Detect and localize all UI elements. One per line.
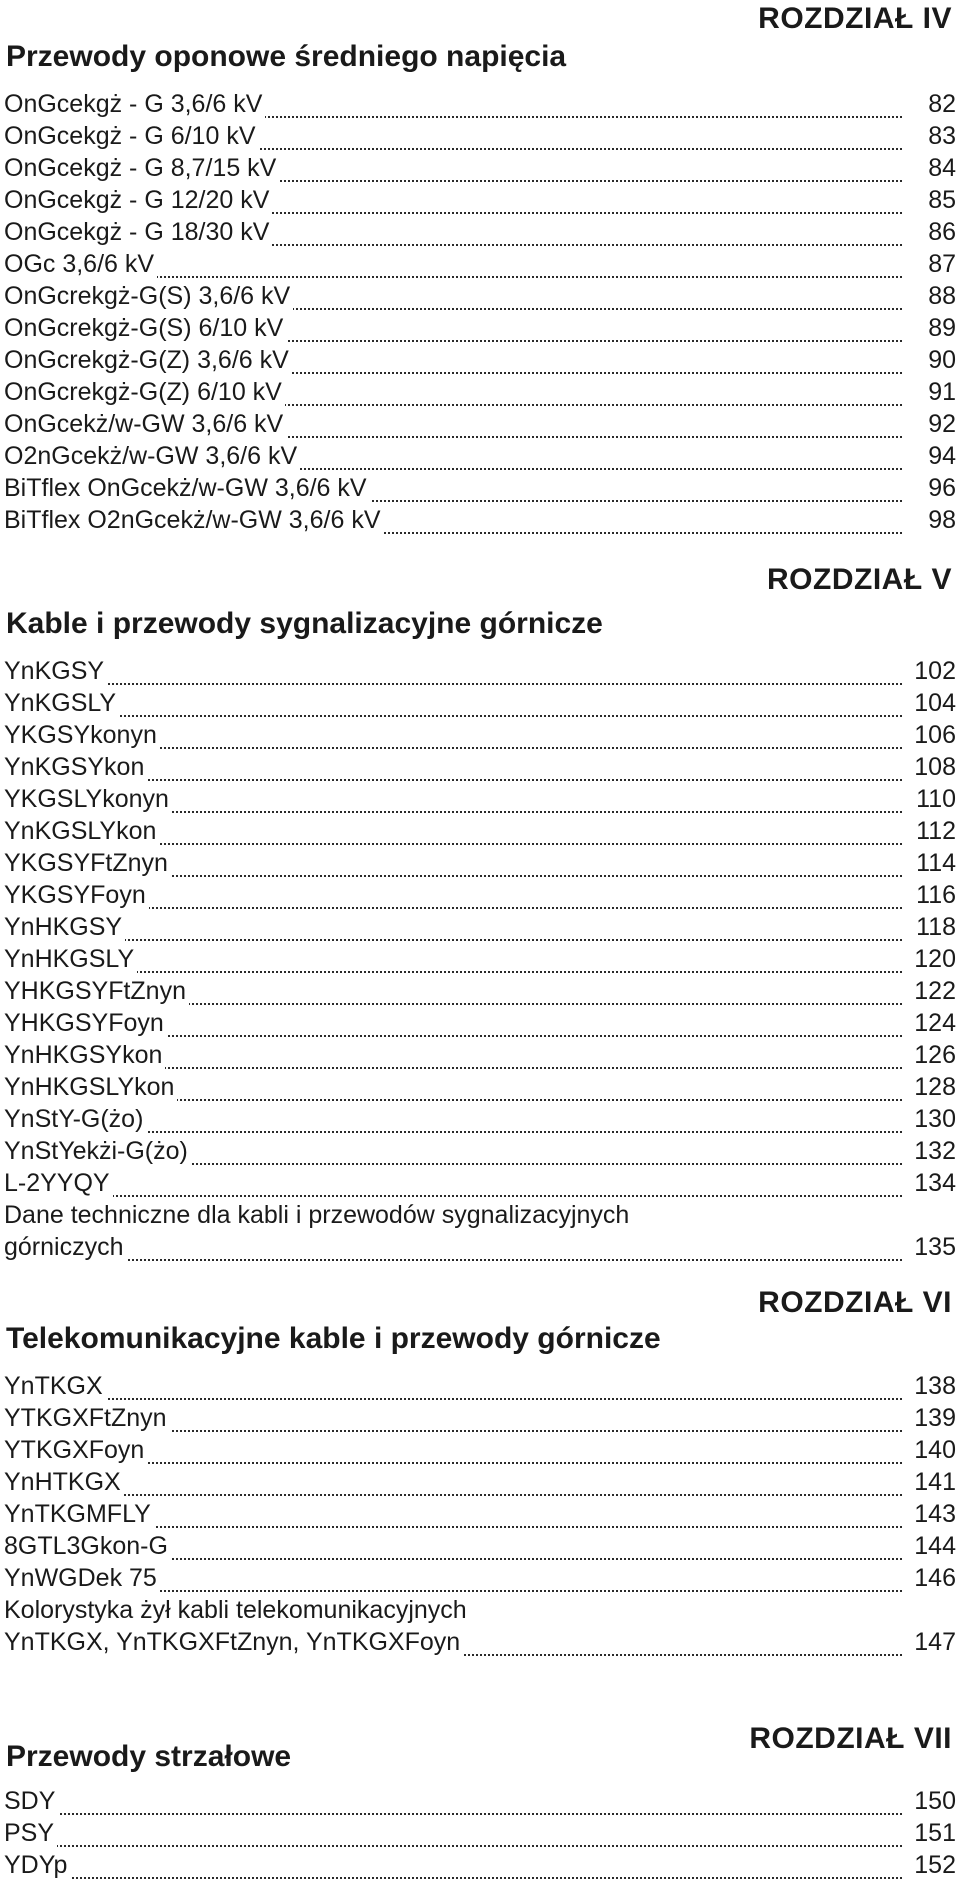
- toc-entry[interactable]: [4, 655, 956, 687]
- toc-entry[interactable]: [4, 943, 956, 975]
- toc-entry[interactable]: [4, 1103, 956, 1135]
- chapter-label: ROZDZIAŁ IV: [758, 2, 952, 35]
- page-number: 91: [902, 376, 956, 408]
- page-number: 110: [902, 783, 956, 815]
- entry-title: YnKGSY: [4, 655, 107, 687]
- toc-entry[interactable]: [4, 440, 956, 472]
- entry-title: OnGcekgż - G 3,6/6 kV: [4, 88, 265, 120]
- entry-title: YnTKGX: [4, 1370, 106, 1402]
- entry-title: OnGcekgż - G 12/20 kV: [4, 184, 272, 216]
- toc-entry[interactable]: [4, 1402, 956, 1434]
- page-number: 104: [902, 687, 956, 719]
- page-number: 83: [902, 120, 956, 152]
- entry-title: BiTflex O2nGcekż/w-GW 3,6/6 kV: [4, 504, 384, 536]
- entry-title: YnKGSLYkon: [4, 815, 159, 847]
- entry-title: YKGSLYkonyn: [4, 783, 172, 815]
- toc-entry[interactable]: [4, 1039, 956, 1071]
- page-number: 152: [902, 1849, 956, 1881]
- chapter-label: ROZDZIAŁ V: [767, 563, 952, 596]
- entry-title: YnHKGSLYkon: [4, 1071, 177, 1103]
- entry-title: górniczych: [4, 1231, 127, 1263]
- dot-leader: [4, 1376, 902, 1400]
- page-number: 112: [902, 815, 956, 847]
- chapter-label: ROZDZIAŁ VII: [749, 1722, 952, 1755]
- page-number: 124: [902, 1007, 956, 1039]
- toc-entry[interactable]: [4, 975, 956, 1007]
- entry-title: YKGSYFtZnyn: [4, 847, 171, 879]
- page-number: 126: [902, 1039, 956, 1071]
- toc-entry[interactable]: [4, 719, 956, 751]
- toc-entry[interactable]: [4, 1071, 956, 1103]
- entry-title: OnGcekż/w-GW 3,6/6 kV: [4, 408, 286, 440]
- entry-title: YnKGSLY: [4, 687, 119, 719]
- toc-list: [4, 88, 956, 536]
- entry-title: YnTKGX, YnTKGXFtZnyn, YnTKGXFoyn: [4, 1626, 463, 1658]
- page-number: 118: [902, 911, 956, 943]
- page-number: 150: [902, 1785, 956, 1817]
- page-number: 88: [902, 280, 956, 312]
- dot-leader: [4, 1173, 902, 1197]
- page-number: 141: [902, 1466, 956, 1498]
- dot-leader: [4, 1823, 902, 1847]
- toc-list: [4, 1370, 956, 1658]
- dot-leader: [4, 661, 902, 685]
- page-number: 146: [902, 1562, 956, 1594]
- toc-entry[interactable]: [4, 783, 956, 815]
- toc-entry[interactable]: [4, 1135, 956, 1167]
- page-number: 90: [902, 344, 956, 376]
- page-number: 102: [902, 655, 956, 687]
- toc-entry[interactable]: [4, 1530, 956, 1562]
- dot-leader: [4, 949, 902, 973]
- page-number: 122: [902, 975, 956, 1007]
- entry-title: OnGcrekgż-G(S) 3,6/6 kV: [4, 280, 293, 312]
- entry-title: OnGcekgż - G 6/10 kV: [4, 120, 259, 152]
- toc-entry[interactable]: [4, 1434, 956, 1466]
- dot-leader: [4, 1237, 902, 1261]
- page-number: 116: [902, 879, 956, 911]
- entry-title: OnGcekgż - G 18/30 kV: [4, 216, 272, 248]
- entry-title: YDYp: [4, 1849, 70, 1881]
- page-number: 132: [902, 1135, 956, 1167]
- toc-entry[interactable]: [4, 751, 956, 783]
- page-number: 140: [902, 1434, 956, 1466]
- page-number: 138: [902, 1370, 956, 1402]
- section-title: Przewody oponowe średniego napięcia: [6, 40, 567, 73]
- page-number: 135: [902, 1231, 956, 1263]
- toc-entry[interactable]: [4, 1498, 956, 1530]
- page-number: 92: [902, 408, 956, 440]
- section-title: Telekomunikacyjne kable i przewody górnicze: [6, 1322, 661, 1355]
- page-number: 89: [902, 312, 956, 344]
- toc-entry[interactable]: [4, 280, 956, 312]
- entry-title: O2nGcekż/w-GW 3,6/6 kV: [4, 440, 300, 472]
- entry-title: YnStY-G(żo): [4, 1103, 146, 1135]
- entry-title: SDY: [4, 1785, 58, 1817]
- toc-entry[interactable]: [4, 472, 956, 504]
- entry-title: YnHTKGX: [4, 1466, 124, 1498]
- entry-title: YTKGXFtZnyn: [4, 1402, 170, 1434]
- toc-entry[interactable]: [4, 88, 956, 120]
- toc-entry[interactable]: [4, 1466, 956, 1498]
- entry-title: YHKGSYFtZnyn: [4, 975, 189, 1007]
- toc-entry[interactable]: [4, 1370, 956, 1402]
- toc-entry[interactable]: [4, 312, 956, 344]
- toc-entry[interactable]: [4, 376, 956, 408]
- toc-entry[interactable]: [4, 1199, 956, 1263]
- toc-entry[interactable]: [4, 248, 956, 280]
- toc-entry[interactable]: [4, 152, 956, 184]
- entry-title: BiTflex OnGcekż/w-GW 3,6/6 kV: [4, 472, 370, 504]
- toc-entry[interactable]: [4, 1167, 956, 1199]
- entry-title: L-2YYQY: [4, 1167, 113, 1199]
- chapter-label: ROZDZIAŁ VI: [758, 1286, 952, 1319]
- entry-title: YnStYekżi-G(żo): [4, 1135, 191, 1167]
- toc-entry[interactable]: [4, 1562, 956, 1594]
- section-title: Przewody strzałowe: [6, 1740, 292, 1773]
- entry-title: YKGSYkonyn: [4, 719, 160, 751]
- page-number: 120: [902, 943, 956, 975]
- entry-title: OnGcrekgż-G(Z) 3,6/6 kV: [4, 344, 292, 376]
- entry-title: PSY: [4, 1817, 57, 1849]
- entry-title: YnHKGSYkon: [4, 1039, 165, 1071]
- toc-list: [4, 1785, 956, 1881]
- page-number: 108: [902, 751, 956, 783]
- page-number: 87: [902, 248, 956, 280]
- page-number: 144: [902, 1530, 956, 1562]
- page-number: 98: [902, 504, 956, 536]
- toc-entry[interactable]: [4, 408, 956, 440]
- entry-title: YnWGDek 75: [4, 1562, 160, 1594]
- page-number: 147: [902, 1626, 956, 1658]
- page-number: 114: [902, 847, 956, 879]
- toc-list: [4, 655, 956, 1263]
- entry-title: YnTKGMFLY: [4, 1498, 154, 1530]
- page-number: 128: [902, 1071, 956, 1103]
- entry-title: OnGcekgż - G 8,7/15 kV: [4, 152, 279, 184]
- dot-leader: [4, 1791, 902, 1815]
- dot-leader: [4, 1472, 902, 1496]
- toc-entry[interactable]: [4, 911, 956, 943]
- toc-entry[interactable]: [4, 847, 956, 879]
- toc-entry[interactable]: [4, 344, 956, 376]
- toc-entry[interactable]: [4, 1849, 956, 1881]
- toc-entry[interactable]: [4, 216, 956, 248]
- page-number: 130: [902, 1103, 956, 1135]
- entry-title: 8GTL3Gkon-G: [4, 1530, 171, 1562]
- page-number: 96: [902, 472, 956, 504]
- page-number: 85: [902, 184, 956, 216]
- entry-title: OGc 3,6/6 kV: [4, 248, 157, 280]
- dot-leader: [4, 693, 902, 717]
- page-number: 94: [902, 440, 956, 472]
- toc-entry[interactable]: [4, 687, 956, 719]
- page-number: 82: [902, 88, 956, 120]
- entry-title: YHKGSYFoyn: [4, 1007, 167, 1039]
- section-title: Kable i przewody sygnalizacyjne górnicze: [6, 607, 603, 640]
- entry-title-line1: Dane techniczne dla kabli i przewodów sygnalizacyjnych: [4, 1201, 630, 1229]
- page-number: 151: [902, 1817, 956, 1849]
- page-number: 143: [902, 1498, 956, 1530]
- toc-entry[interactable]: [4, 1817, 956, 1849]
- dot-leader: [4, 1855, 902, 1879]
- toc-entry[interactable]: [4, 1007, 956, 1039]
- page-number: 139: [902, 1402, 956, 1434]
- entry-title: OnGcrekgż-G(S) 6/10 kV: [4, 312, 286, 344]
- dot-leader: [4, 917, 902, 941]
- toc-entry[interactable]: [4, 879, 956, 911]
- toc-entry[interactable]: [4, 1594, 956, 1658]
- toc-entry[interactable]: [4, 1785, 956, 1817]
- page-number: 84: [902, 152, 956, 184]
- entry-title: YnHKGSY: [4, 911, 125, 943]
- entry-title: YnHKGSLY: [4, 943, 137, 975]
- entry-title: OnGcrekgż-G(Z) 6/10 kV: [4, 376, 285, 408]
- toc-entry[interactable]: [4, 184, 956, 216]
- entry-title: YnKGSYkon: [4, 751, 147, 783]
- toc-entry[interactable]: [4, 815, 956, 847]
- page-number: 86: [902, 216, 956, 248]
- entry-title: YKGSYFoyn: [4, 879, 149, 911]
- entry-title: YTKGXFoyn: [4, 1434, 147, 1466]
- entry-title-line1: Kolorystyka żył kabli telekomunikacyjnych: [4, 1596, 467, 1624]
- toc-entry[interactable]: [4, 120, 956, 152]
- page-number: 106: [902, 719, 956, 751]
- page-number: 134: [902, 1167, 956, 1199]
- toc-entry[interactable]: [4, 504, 956, 536]
